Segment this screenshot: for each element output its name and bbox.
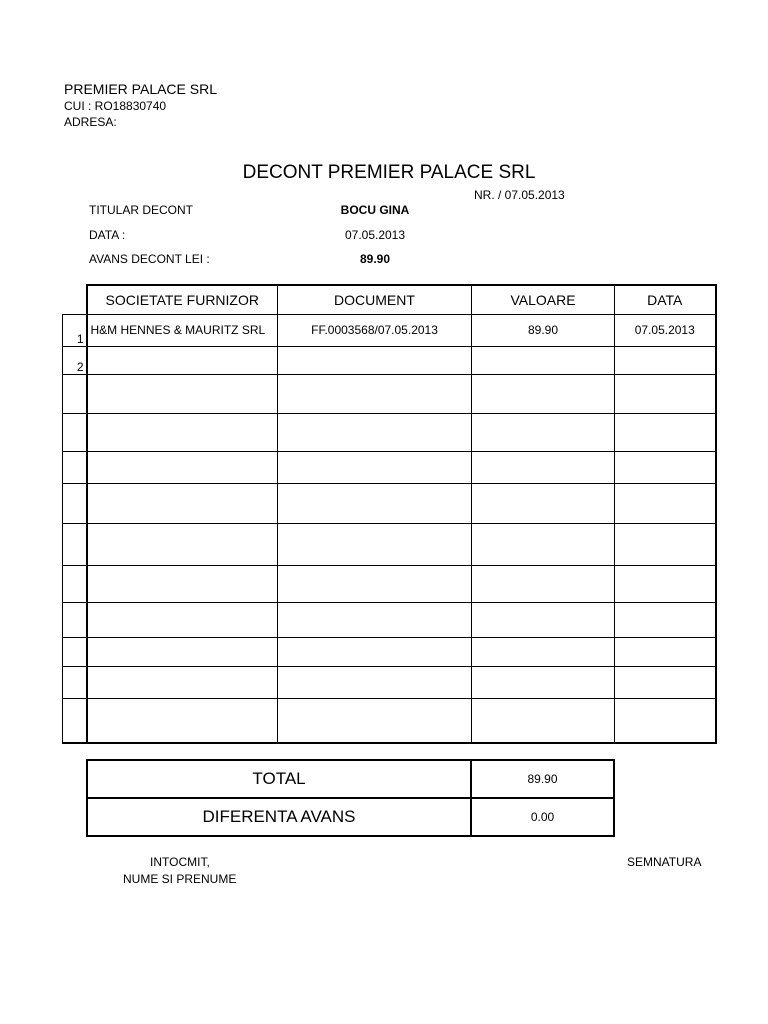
column-header-document: DOCUMENT [278,285,472,314]
cell-data [615,666,716,698]
cell-valoare [472,413,615,451]
cell-furnizor [87,602,278,637]
cell-document [278,523,472,565]
table-row [63,483,716,523]
cell-valoare [472,698,615,743]
company-address: ADRESA: [64,115,117,129]
cell-document [278,374,472,413]
cell-data [615,451,716,483]
cell-data [615,565,716,602]
cell-data [615,637,716,666]
row-index [63,374,87,413]
cell-data [615,374,716,413]
table-row [63,346,716,374]
table-row [63,413,716,451]
cell-document [278,413,472,451]
table-header-row [63,285,716,314]
row-index [63,637,87,666]
cell-furnizor [87,374,278,413]
table-row [63,523,716,565]
cell-data [615,346,716,374]
titular-value: BOCU GINA [340,203,410,217]
column-header-data: DATA [615,285,716,314]
row-index [63,565,87,602]
row-index: 1 [63,314,87,346]
total-value: 89.90 [471,760,614,798]
document-title: DECONT PREMIER PALACE SRL [242,162,536,183]
data-label: DATA : [89,228,126,242]
row-index [63,413,87,451]
cell-document [278,346,472,374]
row-index [63,523,87,565]
cell-valoare: 89.90 [472,314,615,346]
cell-furnizor [87,666,278,698]
diff-row [87,798,614,836]
cell-document [278,451,472,483]
cell-furnizor [87,483,278,523]
column-header-furnizor: SOCIETATE FURNIZOR [87,285,278,314]
cell-document [278,698,472,743]
expense-table [62,284,717,744]
row-index: 2 [63,346,87,374]
table-row [63,637,716,666]
cell-furnizor: H&M HENNES & MAURITZ SRL [87,314,278,346]
cell-furnizor [87,698,278,743]
avans-value: 89.90 [359,252,391,266]
row-index [63,698,87,743]
document-number: NR. / 07.05.2013 [474,188,565,202]
cell-valoare [472,666,615,698]
row-index [63,602,87,637]
cell-data: 07.05.2013 [615,314,716,346]
cell-valoare [472,637,615,666]
total-row [87,760,614,798]
cell-data [615,413,716,451]
row-index [63,483,87,523]
cell-furnizor [87,346,278,374]
cell-furnizor [87,451,278,483]
cell-document [278,483,472,523]
table-row [63,602,716,637]
cell-data [615,602,716,637]
cell-document [278,565,472,602]
cell-valoare [472,565,615,602]
cell-valoare [472,523,615,565]
cell-data [615,698,716,743]
semnatura-label: SEMNATURA [627,855,702,869]
cell-document [278,637,472,666]
nume-prenume-label: NUME SI PRENUME [123,872,237,886]
company-cui: CUI : RO18830740 [64,99,167,113]
table-row [63,698,716,743]
cell-valoare [472,374,615,413]
diff-label: DIFERENTA AVANS [87,798,471,836]
table-row [63,565,716,602]
table-row [63,374,716,413]
cell-valoare [472,483,615,523]
cell-valoare [472,451,615,483]
cell-furnizor [87,413,278,451]
totals-table [86,759,615,837]
cell-document [278,666,472,698]
cell-furnizor [87,637,278,666]
cell-valoare [472,602,615,637]
data-value: 07.05.2013 [344,228,406,242]
company-name: PREMIER PALACE SRL [64,81,218,97]
avans-label: AVANS DECONT LEI : [89,252,210,266]
column-header-valoare: VALOARE [472,285,615,314]
diff-value: 0.00 [471,798,614,836]
table-row [63,451,716,483]
intocmit-label: INTOCMIT, [150,855,210,869]
cell-data [615,483,716,523]
cell-furnizor [87,565,278,602]
cell-valoare [472,346,615,374]
total-label: TOTAL [87,760,471,798]
cell-document: FF.0003568/07.05.2013 [278,314,472,346]
cell-furnizor [87,523,278,565]
cell-data [615,523,716,565]
titular-label: TITULAR DECONT [89,203,194,217]
cell-document [278,602,472,637]
row-index [63,666,87,698]
table-row [63,314,716,346]
row-index [63,451,87,483]
table-row [63,666,716,698]
